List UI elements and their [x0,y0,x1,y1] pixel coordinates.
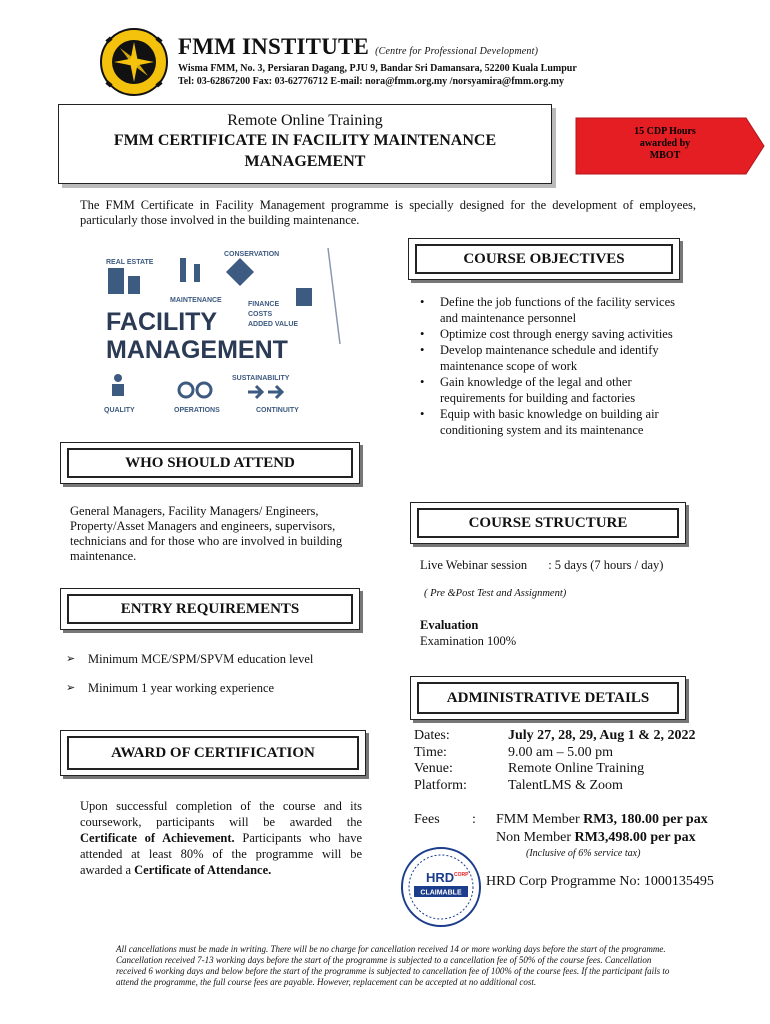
who-header [60,442,360,484]
cdp-awarded: awarded by [639,138,691,149]
cdp-body: MBOT [649,150,681,161]
org-address-block [178,62,577,88]
admin-details [414,728,714,798]
course-title-line2: MANAGEMENT [244,153,366,170]
illus-management: MANAGEMENT [106,336,288,364]
objective-item: • Optimize cost through energy saving activities [418,326,688,342]
session-row [420,558,663,573]
entry-heading: ENTRY REQUIREMENTS [67,594,353,624]
hrd-corp-text: CORP [454,872,469,878]
hrd-programme-number: HRD Corp Programme No: 1000135495 [486,874,714,889]
org-title [178,34,538,60]
session-value: : 5 days (7 hours / day) [548,558,664,572]
fees-label: Fees [414,812,440,827]
course-title-line1: FMM CERTIFICATE IN FACILITY MAINTENANCE [113,132,497,149]
session-label: Live Webinar session [420,558,528,572]
platform-label: Platform: [414,777,467,793]
cancellation-policy: All cancellations must be made in writing. There will be no charge for cancellation received 14 or more working days before the start of the programme. Cancellation received 7-13 working days before the start of the programme is subjected to a cancellation fee of 50% of the course fees. Cancellation received 6 working days and below before the start of the programme is subjected to cancellation fee of 100% of the course fees. If the participant fails to attend the programme, the full course fees are payable. However, replacement can be accepted at no additional cost. [116,944,670,987]
entry-item: ➢ Minimum MCE/SPM/SPVM education level [66,652,386,667]
structure-heading: COURSE STRUCTURE [417,508,679,538]
evaluation-label: Evaluation [420,618,479,632]
who-text: General Managers, Facility Managers/ Engineers, Property/Asset Managers and engineers, supervisors, technicians and for those who are involved in building maintenance. [70,504,343,563]
award-header [60,730,366,776]
illus-facility: FACILITY [106,308,218,336]
fees-colon: : [472,812,476,827]
award-text-part: Upon successful completion of the course and its coursework, participants will be awarded the [80,799,362,829]
illus-real-estate: REAL ESTATE [106,259,154,266]
entry-header [60,588,360,630]
evaluation-value: Examination 100% [420,634,517,648]
time-label: Time: [414,744,447,760]
entry-item: ➢ Minimum 1 year working experience [66,681,386,696]
platform-value: TalentLMS & Zoom [508,777,623,793]
award-cert-achievement: Certificate of Achievement. [80,831,235,845]
hrd-logo-text: HRD [426,870,455,885]
venue-value: Remote Online Training [508,761,645,776]
course-mode: Remote Online Training [227,112,383,129]
objective-item: • Equip with basic knowledge on building air conditioning system and its maintenance [418,406,688,438]
cdp-badge [600,126,730,162]
fee-note: (Inclusive of 6% service tax) [526,848,641,859]
facility-management-illustration [100,244,350,416]
illus-sustainability: SUSTAINABILITY [232,375,290,382]
illus-operations: OPERATIONS [174,407,220,414]
objectives-heading: COURSE OBJECTIVES [415,244,673,274]
illus-quality: QUALITY [104,407,135,414]
dates-label: Dates: [414,728,450,743]
illus-maintenance: MAINTENANCE [170,297,222,304]
award-text [80,798,362,878]
admin-heading: ADMINISTRATIVE DETAILS [417,682,679,714]
nonmember-fee [496,830,696,846]
member-fee-label: FMM Member [496,812,584,827]
objectives-list [418,294,688,438]
venue-label: Venue: [414,761,453,776]
objective-item: • Define the job functions of the facility services and maintenance personnel [418,294,688,326]
objective-item: • Develop maintenance schedule and identify maintenance scope of work [418,342,688,374]
objectives-header [408,238,680,280]
hrd-corp-claimable-icon [400,846,482,928]
hrd-claimable-text: CLAIMABLE [420,889,462,897]
member-fee [496,812,708,828]
structure-note: ( Pre &Post Test and Assignment) [424,588,567,599]
admin-header [410,676,686,720]
award-cert-attendance: Certificate of Attendance. [134,863,272,877]
course-title-box [58,104,552,184]
org-name: FMM INSTITUTE [178,34,370,59]
nonmember-fee-label: Non Member [496,830,575,845]
award-heading: AWARD OF CERTIFICATION [67,736,359,770]
structure-header [410,502,686,544]
who-heading: WHO SHOULD ATTEND [67,448,353,478]
illus-continuity: CONTINUITY [256,407,299,414]
intro-paragraph: The FMM Certificate in Facility Management programme is specially designed for the development of employees, particularly those involved in the building maintenance. [80,198,696,227]
org-contact: Tel: 03-62867200 Fax: 03-62776712 E-mail: nora@fmm.org.my /norsyamira@fmm.org.my [178,76,564,87]
dates-value: July 27, 28, 29, Aug 1 & 2, 2022 [508,728,696,743]
org-subtitle: (Centre for Professional Development) [375,46,539,57]
illus-conservation: CONSERVATION [224,251,280,258]
fmm-logo-icon [100,28,168,96]
time-value: 9.00 am – 5.00 pm [508,744,613,760]
illus-costs: COSTS [248,311,273,318]
entry-list [66,652,386,710]
cdp-hours: 15 CDP Hours [634,126,696,137]
illus-finance: FINANCE [248,301,280,308]
award-text-part: Participants who have attended at least 80% of the programme will be awarded a [80,831,362,877]
illus-added-value: ADDED VALUE [248,321,299,328]
objective-item: • Gain knowledge of the legal and other requirements for building and factories [418,374,688,406]
member-fee-price: RM3, 180.00 per pax [583,812,708,827]
nonmember-fee-price: RM3,498.00 per pax [574,830,696,845]
org-address: Wisma FMM, No. 3, Persiaran Dagang, PJU 9, Bandar Sri Damansara, 52200 Kuala Lumpur [178,63,577,74]
